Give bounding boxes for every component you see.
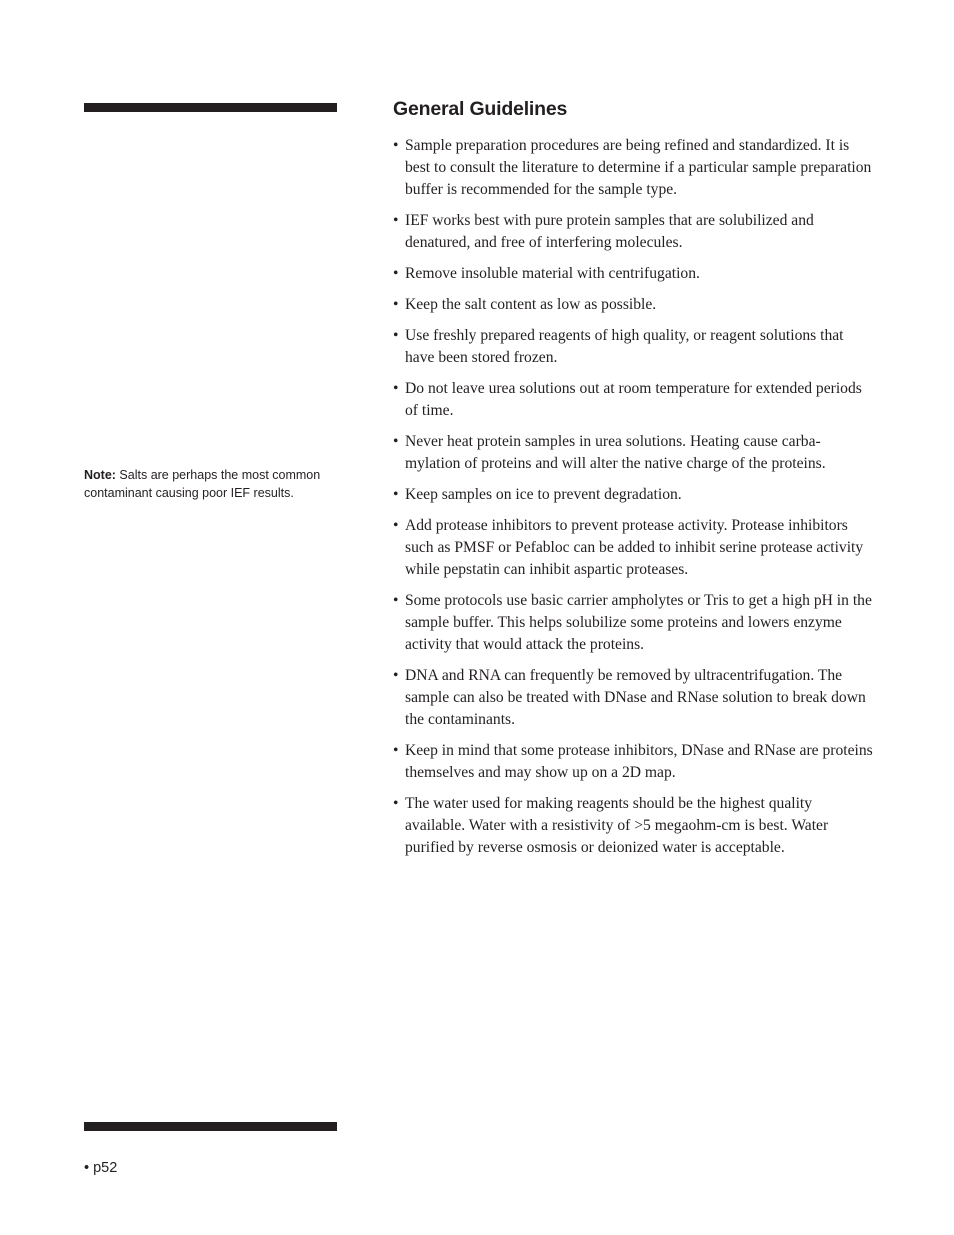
guideline-text: Add protease inhibitors to prevent protease activity. Protease inhibitors such as PMSF or Pefabloc can be added to inhibit serine protease activity while pepstatin can inhibit aspartic proteases. (405, 517, 864, 578)
guideline-item (393, 793, 873, 859)
guideline-text: Some protocols use basic carrier ampholytes or Tris to get a high pH in the sample buffer. This helps solubilize some proteins and lowers enzyme activity that would attack the proteins. (405, 592, 872, 653)
guideline-text: Keep the salt content as low as possible. (405, 296, 657, 313)
guideline-item (393, 515, 873, 581)
guideline-item (393, 294, 873, 316)
bullet-icon: • (393, 433, 399, 450)
guideline-text: Remove insoluble material with centrifugation. (405, 265, 700, 282)
bullet-icon: • (393, 592, 399, 609)
guideline-text: Do not leave urea solutions out at room temperature for extended periods of time. (405, 380, 862, 419)
bullet-icon: • (393, 517, 399, 534)
guideline-item (393, 590, 873, 656)
guideline-text: Keep in mind that some protease inhibitors, DNase and RNase are proteins themselves and may show up on a 2D map. (405, 742, 873, 781)
bullet-icon: • (393, 327, 399, 344)
bullet-icon: • (393, 380, 399, 397)
bullet-icon: • (393, 296, 399, 313)
bullet-icon: • (393, 742, 399, 759)
bullet-icon: • (393, 265, 399, 282)
guideline-text: DNA and RNA can frequently be removed by ultracentrifugation. The sample can also be treated with DNase and RNase solution to break down the contaminants. (405, 667, 866, 728)
bullet-icon: • (393, 486, 399, 503)
guideline-item (393, 135, 873, 201)
note-label: Note: (84, 468, 116, 482)
top-rule (84, 103, 337, 112)
guideline-item (393, 431, 873, 475)
guideline-text: Keep samples on ice to prevent degradation. (405, 486, 682, 503)
guideline-item (393, 263, 873, 285)
guideline-item (393, 325, 873, 369)
guideline-item (393, 740, 873, 784)
guideline-item (393, 484, 873, 506)
guideline-text: Sample preparation procedures are being refined and standardized. It is best to consult the literature to determine if a particular sample preparation buffer is recommended for the sample type. (405, 137, 872, 198)
bullet-icon: • (393, 212, 399, 229)
section-heading: General Guidelines (393, 98, 568, 120)
guideline-text: IEF works best with pure protein samples that are solubilized and denatured, and free of interfering molecules. (405, 212, 814, 251)
guideline-item (393, 378, 873, 422)
guideline-text: Never heat protein samples in urea solutions. Heating cause carba-mylation of proteins and will alter the native charge of the proteins. (405, 433, 826, 472)
bullet-icon: • (393, 795, 399, 812)
guidelines-list (393, 135, 873, 868)
page-number: • p52 (84, 1160, 118, 1176)
guideline-item (393, 210, 873, 254)
bottom-rule (84, 1122, 337, 1131)
bullet-icon: • (393, 667, 399, 684)
note-text: Salts are perhaps the most common contaminant causing poor IEF results. (84, 468, 321, 501)
guideline-item (393, 665, 873, 731)
side-note (84, 466, 324, 503)
bullet-icon: • (393, 137, 399, 154)
guideline-text: Use freshly prepared reagents of high quality, or reagent solutions that have been stored frozen. (405, 327, 844, 366)
guideline-text: The water used for making reagents should be the highest quality available. Water with a resistivity of >5 megaohm-cm is best. Water purified by reverse osmosis or deionized water is acceptable. (405, 795, 829, 856)
